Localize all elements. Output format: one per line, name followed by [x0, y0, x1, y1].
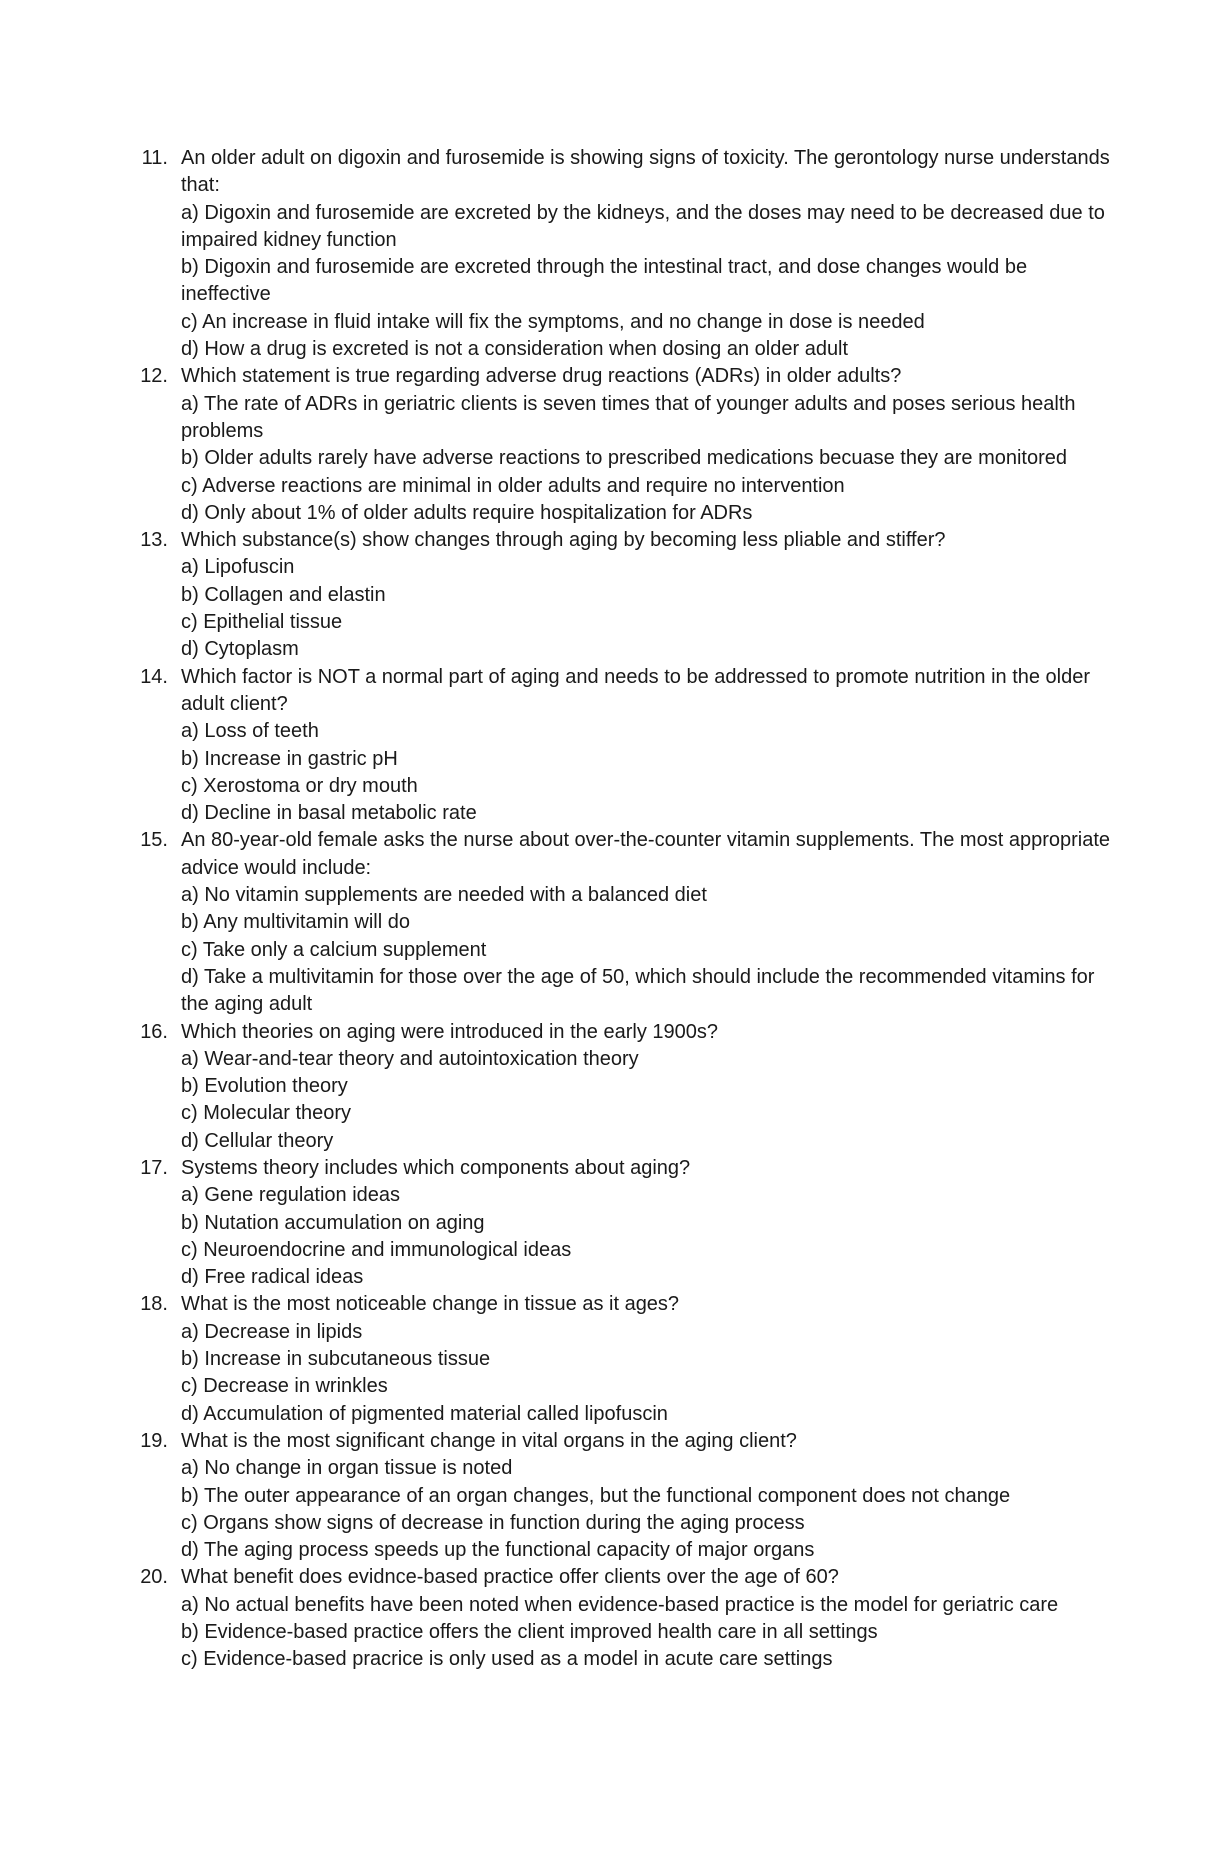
- answer-option: d) Decline in basal metabolic rate: [181, 802, 477, 825]
- question-number: 11.: [141, 147, 168, 169]
- question-text: Which substance(s) show changes through aging by becoming less pliable and stiffer?: [181, 529, 946, 552]
- question-number: 18.: [140, 1293, 168, 1316]
- answer-option: d) The aging process speeds up the functional capacity of major organs: [181, 1539, 815, 1562]
- answer-option: a) Loss of teeth: [181, 720, 319, 743]
- answer-options: [181, 554, 1118, 663]
- question-number: 14.: [140, 665, 168, 688]
- question-number: 15.: [140, 829, 168, 852]
- answer-options: [181, 882, 1118, 1018]
- answer-option: c) Take only a calcium supplement: [181, 938, 487, 961]
- question-item: [128, 664, 1118, 828]
- answer-option: a) Decrease in lipids: [181, 1320, 363, 1343]
- answer-option: b) Digoxin and furosemide are excreted through the intestinal tract, and dose changes would be ineffective: [181, 256, 1028, 306]
- answer-option: c) Adverse reactions are minimal in older adults and require no intervention: [181, 474, 845, 497]
- answer-option: c) Molecular theory: [181, 1102, 352, 1125]
- question-number: 12.: [140, 365, 168, 388]
- answer-option: a) Digoxin and furosemide are excreted by the kidneys, and the doses may need to be decreased due to impaired kidney function: [181, 201, 1105, 251]
- answer-option: d) How a drug is excreted is not a consideration when dosing an older adult: [181, 338, 849, 361]
- answer-options: [181, 200, 1118, 364]
- answer-option: d) Accumulation of pigmented material called lipofuscin: [181, 1402, 668, 1425]
- answer-option: a) The rate of ADRs in geriatric clients is seven times that of younger adults and poses serious health problems: [181, 392, 1076, 442]
- question-item: [128, 145, 1118, 363]
- answer-option: b) Any multivitamin will do: [181, 911, 410, 934]
- answer-options: [181, 1592, 1118, 1674]
- question-list: [128, 145, 1118, 1674]
- question-item: [128, 1428, 1118, 1564]
- question-text: What is the most noticeable change in tissue as it ages?: [181, 1293, 680, 1316]
- answer-option: c) Organs show signs of decrease in function during the aging process: [181, 1511, 805, 1534]
- answer-option: a) No vitamin supplements are needed with a balanced diet: [181, 884, 707, 907]
- question-text: Systems theory includes which components about aging?: [181, 1156, 691, 1179]
- answer-option: c) Evidence-based pracrice is only used as a model in acute care settings: [181, 1648, 833, 1671]
- question-item: [128, 1564, 1118, 1673]
- answer-options: [181, 718, 1118, 827]
- answer-options: [181, 1319, 1118, 1428]
- answer-option: d) Cellular theory: [181, 1129, 334, 1152]
- answer-option: a) No change in organ tissue is noted: [181, 1457, 513, 1480]
- answer-option: a) Gene regulation ideas: [181, 1184, 401, 1207]
- question-text: Which factor is NOT a normal part of aging and needs to be addressed to promote nutrition in the older adult client?: [181, 665, 1091, 715]
- question-text: What is the most significant change in vital organs in the aging client?: [181, 1429, 797, 1452]
- question-number: 17.: [140, 1156, 168, 1179]
- question-text: An 80-year-old female asks the nurse about over-the-counter vitamin supplements. The most appropriate advice would include:: [181, 829, 1111, 879]
- question-number: 19.: [140, 1429, 168, 1452]
- answer-option: c) Xerostoma or dry mouth: [181, 774, 418, 797]
- question-text: An older adult on digoxin and furosemide is showing signs of toxicity. The gerontology nurse understands that:: [181, 147, 1110, 197]
- answer-options: [181, 1182, 1118, 1291]
- answer-option: b) Evolution theory: [181, 1075, 348, 1098]
- answer-option: c) Epithelial tissue: [181, 611, 343, 634]
- question-item: [128, 363, 1118, 527]
- question-text: Which theories on aging were introduced in the early 1900s?: [181, 1020, 718, 1043]
- answer-option: b) Increase in subcutaneous tissue: [181, 1348, 491, 1371]
- question-item: [128, 827, 1118, 1018]
- answer-option: a) Wear-and-tear theory and autointoxication theory: [181, 1047, 639, 1070]
- question-text: What benefit does evidnce-based practice offer clients over the age of 60?: [181, 1566, 839, 1589]
- question-text: Which statement is true regarding adverse drug reactions (ADRs) in older adults?: [181, 365, 902, 388]
- answer-options: [181, 391, 1118, 527]
- question-number: 20.: [140, 1566, 168, 1589]
- question-item: [128, 1019, 1118, 1155]
- answer-option: b) Nutation accumulation on aging: [181, 1211, 485, 1234]
- answer-option: b) The outer appearance of an organ changes, but the functional component does not change: [181, 1484, 1011, 1507]
- answer-option: b) Older adults rarely have adverse reactions to prescribed medications becuase they are monitored: [181, 447, 1068, 470]
- answer-option: a) Lipofuscin: [181, 556, 295, 579]
- answer-option: d) Take a multivitamin for those over the age of 50, which should include the recommended vitamins for the aging adult: [181, 965, 1095, 1016]
- answer-option: d) Cytoplasm: [181, 638, 299, 661]
- question-item: [128, 1155, 1118, 1291]
- answer-option: c) Neuroendocrine and immunological ideas: [181, 1238, 572, 1261]
- question-item: [128, 527, 1118, 663]
- question-item: [128, 1291, 1118, 1427]
- answer-option: a) No actual benefits have been noted when evidence-based practice is the model for geriatric care: [181, 1593, 1059, 1616]
- answer-option: b) Evidence-based practice offers the client improved health care in all settings: [181, 1621, 878, 1644]
- answer-option: d) Free radical ideas: [181, 1266, 364, 1289]
- answer-option: d) Only about 1% of older adults require hospitalization for ADRs: [181, 501, 753, 524]
- answer-option: c) Decrease in wrinkles: [181, 1375, 388, 1398]
- answer-option: c) An increase in fluid intake will fix the symptoms, and no change in dose is needed: [181, 310, 925, 333]
- answer-option: b) Increase in gastric pH: [181, 747, 398, 770]
- answer-option: b) Collagen and elastin: [181, 583, 386, 606]
- answer-options: [181, 1455, 1118, 1564]
- answer-options: [181, 1046, 1118, 1155]
- question-number: 16.: [140, 1020, 168, 1043]
- question-number: 13.: [140, 529, 168, 552]
